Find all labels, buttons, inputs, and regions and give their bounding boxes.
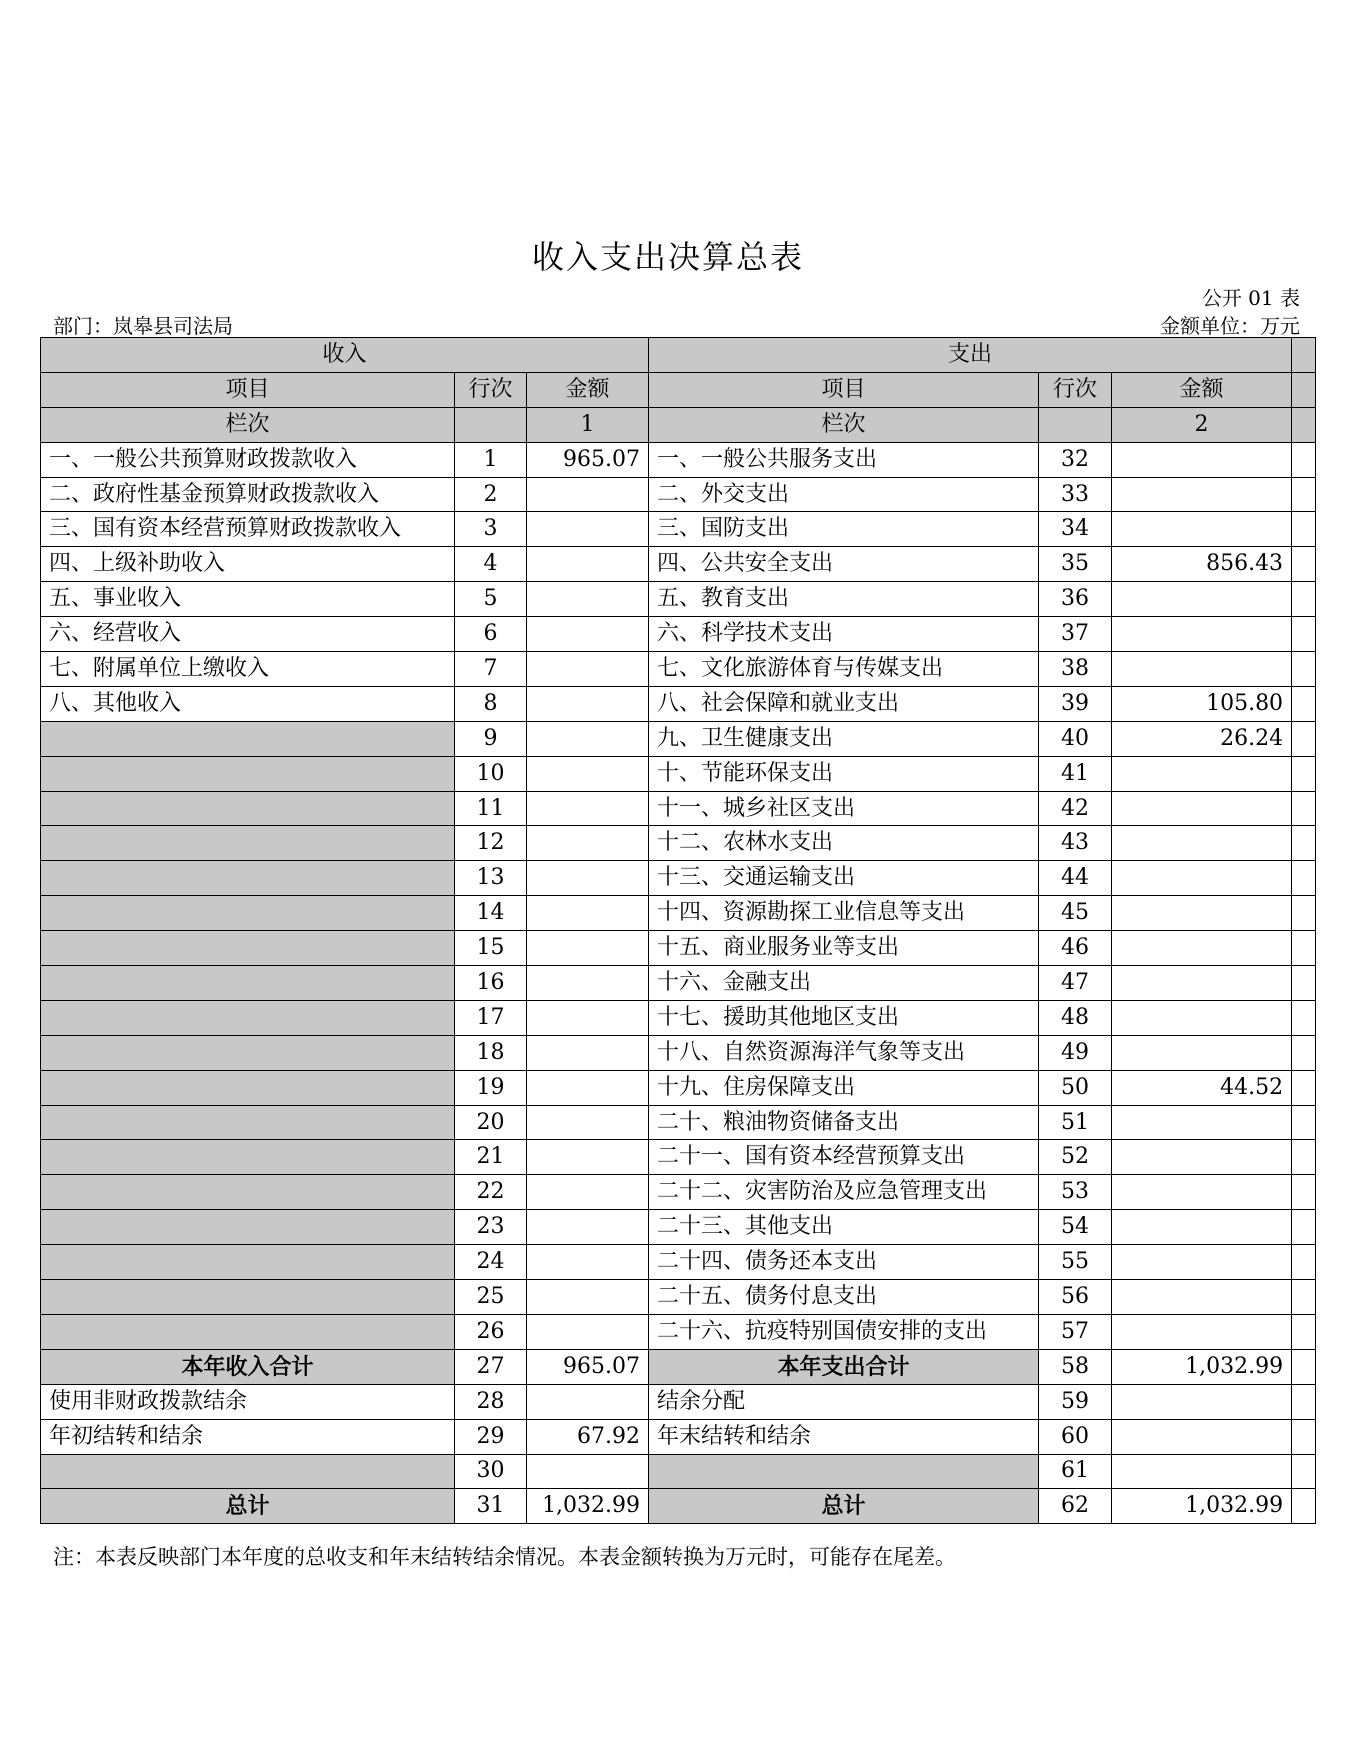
extra-column <box>1292 338 1316 373</box>
expense-line-cell: 55 <box>1039 1245 1112 1280</box>
table-row <box>41 652 1316 687</box>
expense-line-cell: 50 <box>1039 1070 1112 1105</box>
income-line-cell: 11 <box>455 791 527 826</box>
expense-amount-cell <box>1112 1419 1292 1454</box>
expense-amount-cell <box>1112 756 1292 791</box>
income-item-cell <box>41 721 455 756</box>
income-amount-cell <box>527 1210 649 1245</box>
extra-column <box>1292 1489 1316 1524</box>
income-line-cell: 8 <box>455 686 527 721</box>
income-line-cell: 18 <box>455 1035 527 1070</box>
income-item-cell: 四、上级补助收入 <box>41 547 455 582</box>
table-row <box>41 826 1316 861</box>
income-amount-cell <box>527 1384 649 1419</box>
expense-amount-cell <box>1112 1000 1292 1035</box>
income-item-cell: 一、一般公共预算财政拨款收入 <box>41 442 455 477</box>
expense-total-label: 年末结转和结余 <box>649 1419 1039 1454</box>
income-amount-header: 金额 <box>527 372 649 407</box>
total-row <box>41 1349 1316 1384</box>
income-item-cell <box>41 1245 455 1280</box>
extra-column <box>1292 1035 1316 1070</box>
extra-column <box>1292 861 1316 896</box>
table-row <box>41 896 1316 931</box>
table-row <box>41 1210 1316 1245</box>
expense-item-cell: 一、一般公共服务支出 <box>649 442 1039 477</box>
income-amount-cell <box>527 686 649 721</box>
expense-header: 支出 <box>649 338 1292 373</box>
expense-item-cell: 三、国防支出 <box>649 512 1039 547</box>
expense-line-cell: 37 <box>1039 617 1112 652</box>
income-line-cell: 16 <box>455 966 527 1001</box>
income-item-cell <box>41 1070 455 1105</box>
income-item-cell <box>41 1035 455 1070</box>
income-item-cell <box>41 931 455 966</box>
income-amount-cell <box>527 721 649 756</box>
expense-item-cell: 二十一、国有资本经营预算支出 <box>649 1140 1039 1175</box>
extra-column <box>1292 721 1316 756</box>
expense-amount-cell <box>1112 826 1292 861</box>
expense-line-cell: 45 <box>1039 896 1112 931</box>
income-amount-cell <box>527 1175 649 1210</box>
expense-line-cell: 44 <box>1039 861 1112 896</box>
expense-amount-cell <box>1112 1454 1292 1489</box>
income-line-cell: 29 <box>455 1419 527 1454</box>
extra-column <box>1292 407 1316 442</box>
expense-line-cell: 51 <box>1039 1105 1112 1140</box>
expense-amount-cell <box>1112 617 1292 652</box>
income-line-cell: 28 <box>455 1384 527 1419</box>
income-amount-cell <box>527 512 649 547</box>
table-row <box>41 1314 1316 1349</box>
expense-item-cell: 九、卫生健康支出 <box>649 721 1039 756</box>
expense-item-header: 项目 <box>649 372 1039 407</box>
income-line-cell: 17 <box>455 1000 527 1035</box>
extra-column <box>1292 896 1316 931</box>
income-amount-cell <box>527 1070 649 1105</box>
expense-amount-cell <box>1112 966 1292 1001</box>
expense-item-cell: 十一、城乡社区支出 <box>649 791 1039 826</box>
income-line-cell: 12 <box>455 826 527 861</box>
expense-line-cell: 52 <box>1039 1140 1112 1175</box>
income-amount-cell <box>527 931 649 966</box>
expense-item-cell: 二十三、其他支出 <box>649 1210 1039 1245</box>
income-item-cell <box>41 756 455 791</box>
expense-item-cell: 十三、交通运输支出 <box>649 861 1039 896</box>
expense-item-cell: 七、文化旅游体育与传媒支出 <box>649 652 1039 687</box>
income-item-cell <box>41 826 455 861</box>
expense-line-cell: 36 <box>1039 582 1112 617</box>
expense-item-cell: 十、节能环保支出 <box>649 756 1039 791</box>
extra-column <box>1292 756 1316 791</box>
total-row <box>41 1419 1316 1454</box>
income-line-cell: 23 <box>455 1210 527 1245</box>
income-item-cell: 五、事业收入 <box>41 582 455 617</box>
expense-line-cell: 46 <box>1039 931 1112 966</box>
expense-line-cell: 47 <box>1039 966 1112 1001</box>
table-row <box>41 1245 1316 1280</box>
header-row-index <box>41 407 1316 442</box>
income-line-cell: 21 <box>455 1140 527 1175</box>
total-row <box>41 1489 1316 1524</box>
department-label: 部门：岚皋县司法局 <box>53 314 233 338</box>
table-row <box>41 442 1316 477</box>
expense-amount-cell <box>1112 1280 1292 1315</box>
expense-line-header: 行次 <box>1039 372 1112 407</box>
page-title: 收入支出决算总表 <box>531 238 804 276</box>
expense-line-cell: 58 <box>1039 1349 1112 1384</box>
income-line-cell: 3 <box>455 512 527 547</box>
expense-line-cell: 33 <box>1039 477 1112 512</box>
expense-amount-cell <box>1112 1175 1292 1210</box>
income-total-label: 年初结转和结余 <box>41 1419 455 1454</box>
income-item-cell <box>41 1280 455 1315</box>
extra-column <box>1292 826 1316 861</box>
expense-amount-cell <box>1112 861 1292 896</box>
expense-amount-cell <box>1112 477 1292 512</box>
income-amount-cell <box>527 826 649 861</box>
extra-column <box>1292 1070 1316 1105</box>
extra-column <box>1292 1384 1316 1419</box>
income-total-label: 本年收入合计 <box>41 1349 455 1384</box>
extra-column <box>1292 442 1316 477</box>
expense-item-cell: 二十五、债务付息支出 <box>649 1280 1039 1315</box>
table-row <box>41 861 1316 896</box>
income-line-cell: 20 <box>455 1105 527 1140</box>
income-amount-cell: 67.92 <box>527 1419 649 1454</box>
expense-item-cell: 五、教育支出 <box>649 582 1039 617</box>
income-amount-cell <box>527 477 649 512</box>
expense-amount-cell <box>1112 791 1292 826</box>
table-row <box>41 721 1316 756</box>
income-line-cell: 15 <box>455 931 527 966</box>
table-row <box>41 1070 1316 1105</box>
expense-amount-cell <box>1112 1140 1292 1175</box>
extra-column <box>1292 477 1316 512</box>
expense-line-cell: 43 <box>1039 826 1112 861</box>
income-amount-cell <box>527 1140 649 1175</box>
income-line-cell: 10 <box>455 756 527 791</box>
income-amount-cell <box>527 756 649 791</box>
table-row <box>41 1140 1316 1175</box>
expense-amount-cell: 1,032.99 <box>1112 1349 1292 1384</box>
table-row <box>41 1035 1316 1070</box>
form-number: 公开 01 表 <box>1201 286 1300 310</box>
income-amount-cell: 965.07 <box>527 1349 649 1384</box>
expense-amount-cell <box>1112 512 1292 547</box>
extra-column <box>1292 1245 1316 1280</box>
expense-amount-cell <box>1112 931 1292 966</box>
expense-total-label <box>649 1454 1039 1489</box>
expense-item-cell: 四、公共安全支出 <box>649 547 1039 582</box>
total-row <box>41 1384 1316 1419</box>
income-line-cell: 27 <box>455 1349 527 1384</box>
expense-total-label: 总计 <box>649 1489 1039 1524</box>
income-amount-cell <box>527 617 649 652</box>
expense-line-cell: 42 <box>1039 791 1112 826</box>
expense-amount-cell <box>1112 442 1292 477</box>
expense-item-cell: 二十、粮油物资储备支出 <box>649 1105 1039 1140</box>
table-row <box>41 931 1316 966</box>
expense-item-cell: 二十四、债务还本支出 <box>649 1245 1039 1280</box>
extra-column <box>1292 547 1316 582</box>
income-line-blank <box>455 407 527 442</box>
income-item-cell: 八、其他收入 <box>41 686 455 721</box>
extra-column <box>1292 1140 1316 1175</box>
expense-total-label: 本年支出合计 <box>649 1349 1039 1384</box>
extra-column <box>1292 617 1316 652</box>
table-row <box>41 617 1316 652</box>
unit-label: 金额单位：万元 <box>1160 314 1300 338</box>
expense-line-cell: 48 <box>1039 1000 1112 1035</box>
income-line-cell: 24 <box>455 1245 527 1280</box>
expense-amount-cell: 105.80 <box>1112 686 1292 721</box>
expense-item-cell: 十五、商业服务业等支出 <box>649 931 1039 966</box>
extra-column <box>1292 1210 1316 1245</box>
expense-line-cell: 32 <box>1039 442 1112 477</box>
income-line-cell: 6 <box>455 617 527 652</box>
income-amount-cell <box>527 547 649 582</box>
table-row <box>41 791 1316 826</box>
income-line-cell: 7 <box>455 652 527 687</box>
income-item-cell: 六、经营收入 <box>41 617 455 652</box>
table-row <box>41 1175 1316 1210</box>
expense-line-cell: 38 <box>1039 652 1112 687</box>
income-line-cell: 30 <box>455 1454 527 1489</box>
header-row-columns <box>41 372 1316 407</box>
expense-line-cell: 61 <box>1039 1454 1112 1489</box>
income-item-cell <box>41 1314 455 1349</box>
expense-amount-cell <box>1112 652 1292 687</box>
expense-item-cell: 八、社会保障和就业支出 <box>649 686 1039 721</box>
expense-amount-cell: 44.52 <box>1112 1070 1292 1105</box>
income-line-cell: 25 <box>455 1280 527 1315</box>
income-item-cell <box>41 1210 455 1245</box>
income-amount-cell <box>527 966 649 1001</box>
income-line-cell: 1 <box>455 442 527 477</box>
expense-line-cell: 41 <box>1039 756 1112 791</box>
expense-amount-cell <box>1112 1314 1292 1349</box>
income-amount-cell <box>527 652 649 687</box>
table-row <box>41 686 1316 721</box>
income-item-cell <box>41 861 455 896</box>
extra-column <box>1292 1454 1316 1489</box>
income-line-cell: 2 <box>455 477 527 512</box>
income-item-cell <box>41 896 455 931</box>
expense-line-cell: 34 <box>1039 512 1112 547</box>
expense-line-cell: 62 <box>1039 1489 1112 1524</box>
income-line-cell: 19 <box>455 1070 527 1105</box>
income-column-number: 1 <box>527 407 649 442</box>
income-amount-cell <box>527 582 649 617</box>
income-line-cell: 26 <box>455 1314 527 1349</box>
extra-column <box>1292 1419 1316 1454</box>
income-line-cell: 13 <box>455 861 527 896</box>
income-line-cell: 14 <box>455 896 527 931</box>
expense-total-label: 结余分配 <box>649 1384 1039 1419</box>
expense-amount-cell <box>1112 1245 1292 1280</box>
table-row <box>41 547 1316 582</box>
income-header: 收入 <box>41 338 649 373</box>
extra-column <box>1292 1000 1316 1035</box>
expense-item-cell: 十六、金融支出 <box>649 966 1039 1001</box>
expense-line-cell: 60 <box>1039 1419 1112 1454</box>
extra-column <box>1292 1314 1316 1349</box>
income-item-cell <box>41 1175 455 1210</box>
expense-line-cell: 35 <box>1039 547 1112 582</box>
income-amount-cell <box>527 1000 649 1035</box>
expense-line-cell: 57 <box>1039 1314 1112 1349</box>
expense-item-cell: 十二、农林水支出 <box>649 826 1039 861</box>
expense-item-cell: 二、外交支出 <box>649 477 1039 512</box>
table-row <box>41 512 1316 547</box>
income-amount-cell <box>527 861 649 896</box>
table-row <box>41 1105 1316 1140</box>
expense-line-blank <box>1039 407 1112 442</box>
table-row <box>41 756 1316 791</box>
income-total-label <box>41 1454 455 1489</box>
extra-column <box>1292 372 1316 407</box>
extra-column <box>1292 1105 1316 1140</box>
expense-item-cell: 十八、自然资源海洋气象等支出 <box>649 1035 1039 1070</box>
expense-amount-cell: 856.43 <box>1112 547 1292 582</box>
expense-amount-cell <box>1112 1384 1292 1419</box>
income-amount-cell <box>527 1035 649 1070</box>
income-line-header: 行次 <box>455 372 527 407</box>
expense-item-cell: 十七、援助其他地区支出 <box>649 1000 1039 1035</box>
expense-line-cell: 54 <box>1039 1210 1112 1245</box>
income-item-cell <box>41 1105 455 1140</box>
expense-line-cell: 39 <box>1039 686 1112 721</box>
table-row <box>41 582 1316 617</box>
expense-line-cell: 53 <box>1039 1175 1112 1210</box>
expense-column-number: 2 <box>1112 407 1292 442</box>
table-row <box>41 477 1316 512</box>
income-line-cell: 9 <box>455 721 527 756</box>
income-expense-table <box>40 337 1316 1524</box>
income-item-cell: 二、政府性基金预算财政拨款收入 <box>41 477 455 512</box>
income-item-cell: 三、国有资本经营预算财政拨款收入 <box>41 512 455 547</box>
income-line-cell: 31 <box>455 1489 527 1524</box>
extra-column <box>1292 1349 1316 1384</box>
income-item-cell <box>41 1140 455 1175</box>
footnote: 注：本表反映部门本年度的总收支和年末结转结余情况。本表金额转换为万元时，可能存在尾差。 <box>53 1545 956 1569</box>
expense-amount-cell: 1,032.99 <box>1112 1489 1292 1524</box>
expense-item-cell: 六、科学技术支出 <box>649 617 1039 652</box>
table-row <box>41 1000 1316 1035</box>
extra-column <box>1292 791 1316 826</box>
extra-column <box>1292 1280 1316 1315</box>
income-line-cell: 5 <box>455 582 527 617</box>
extra-column <box>1292 686 1316 721</box>
extra-column <box>1292 512 1316 547</box>
expense-item-cell: 十四、资源勘探工业信息等支出 <box>649 896 1039 931</box>
income-item-cell <box>41 1000 455 1035</box>
expense-item-cell: 十九、住房保障支出 <box>649 1070 1039 1105</box>
extra-column <box>1292 582 1316 617</box>
expense-line-cell: 40 <box>1039 721 1112 756</box>
income-total-label: 使用非财政拨款结余 <box>41 1384 455 1419</box>
extra-column <box>1292 966 1316 1001</box>
income-amount-cell <box>527 1454 649 1489</box>
expense-amount-header: 金额 <box>1112 372 1292 407</box>
income-amount-cell <box>527 1314 649 1349</box>
extra-column <box>1292 652 1316 687</box>
income-amount-cell: 1,032.99 <box>527 1489 649 1524</box>
income-item-header: 项目 <box>41 372 455 407</box>
income-total-label: 总计 <box>41 1489 455 1524</box>
expense-amount-cell <box>1112 582 1292 617</box>
income-amount-cell <box>527 1105 649 1140</box>
income-amount-cell <box>527 1280 649 1315</box>
income-item-cell <box>41 966 455 1001</box>
expense-amount-cell <box>1112 1105 1292 1140</box>
extra-column <box>1292 1175 1316 1210</box>
expense-item-cell: 二十二、灾害防治及应急管理支出 <box>649 1175 1039 1210</box>
income-item-cell <box>41 791 455 826</box>
income-line-cell: 22 <box>455 1175 527 1210</box>
income-column-label: 栏次 <box>41 407 455 442</box>
income-amount-cell <box>527 896 649 931</box>
expense-line-cell: 59 <box>1039 1384 1112 1419</box>
table-row <box>41 966 1316 1001</box>
expense-column-label: 栏次 <box>649 407 1039 442</box>
table-row <box>41 1280 1316 1315</box>
income-item-cell: 七、附属单位上缴收入 <box>41 652 455 687</box>
income-amount-cell <box>527 1245 649 1280</box>
income-amount-cell <box>527 791 649 826</box>
total-row <box>41 1454 1316 1489</box>
extra-column <box>1292 931 1316 966</box>
income-amount-cell: 965.07 <box>527 442 649 477</box>
expense-amount-cell <box>1112 1035 1292 1070</box>
expense-amount-cell: 26.24 <box>1112 721 1292 756</box>
expense-amount-cell <box>1112 896 1292 931</box>
expense-line-cell: 56 <box>1039 1280 1112 1315</box>
expense-line-cell: 49 <box>1039 1035 1112 1070</box>
income-line-cell: 4 <box>455 547 527 582</box>
header-row-section <box>41 338 1316 373</box>
expense-item-cell: 二十六、抗疫特别国债安排的支出 <box>649 1314 1039 1349</box>
expense-amount-cell <box>1112 1210 1292 1245</box>
